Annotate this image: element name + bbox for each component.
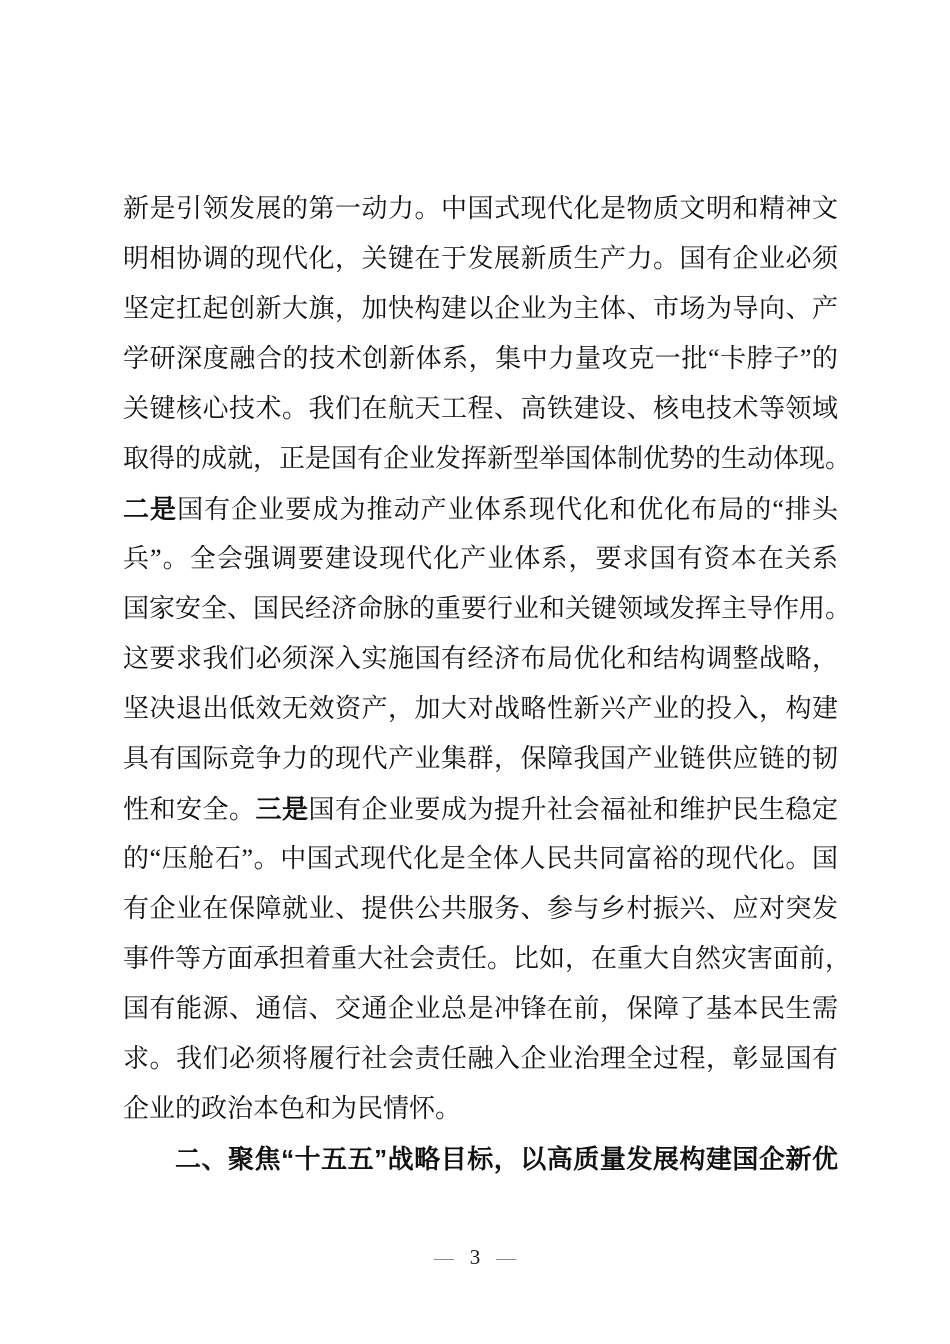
body-line <box>123 184 838 234</box>
text-segment: 事件等方面承担着重大社会责任。比如，在重大自然灾害面前， <box>123 944 852 973</box>
text-segment: 国家安全、国民经济命脉的重要行业和关键领域发挥主导作用。 <box>123 594 852 623</box>
page-number: 3 <box>469 1245 481 1269</box>
text-segment: 性和安全。 <box>123 795 256 824</box>
body-line <box>123 484 838 534</box>
body-line <box>123 634 838 684</box>
bold-emphasis: 二是 <box>123 494 178 524</box>
body-line <box>123 434 852 484</box>
body-line <box>123 334 838 384</box>
text-segment: 学研深度融合的技术创新体系，集中力量攻克一批“卡脖子”的 <box>123 344 838 373</box>
body-line <box>123 234 838 284</box>
body-line <box>123 284 838 334</box>
text-segment: 国有企业要成为提升社会福祉和维护民生稳定 <box>308 795 838 824</box>
text-segment: 企业的政治本色和为民情怀。 <box>123 1094 462 1123</box>
body-line <box>123 684 838 734</box>
text-segment: 取得的成就，正是国有企业发挥新型举国体制优势的生动体现。 <box>123 444 852 473</box>
text-segment: 明相协调的现代化，关键在于发展新质生产力。国有企业必须 <box>123 244 838 273</box>
body-line <box>123 934 852 984</box>
footer-dash-right: — <box>496 1247 517 1269</box>
text-segment: 求。我们必须将履行社会责任融入企业治理全过程，彰显国有 <box>123 1044 838 1073</box>
text-segment: 新是引领发展的第一动力。中国式现代化是物质文明和精神文 <box>123 194 838 223</box>
body-line <box>123 384 838 434</box>
body-line <box>123 1084 838 1134</box>
text-segment: 这要求我们必须深入实施国有经济布局优化和结构调整战略， <box>123 644 838 673</box>
body-line <box>123 984 838 1034</box>
page-footer <box>0 1240 950 1274</box>
footer-dash-left: — <box>433 1247 454 1269</box>
text-segment: 国有能源、通信、交通企业总是冲锋在前，保障了基本民生需 <box>123 994 838 1023</box>
text-segment: 有企业在保障就业、提供公共服务、参与乡村振兴、应对突发 <box>123 894 838 923</box>
document-body <box>123 184 852 1134</box>
text-segment: 的“压舱石”。中国式现代化是全体人民共同富裕的现代化。国 <box>123 844 838 873</box>
text-segment: 国有企业要成为推动产业体系现代化和优化布局的“排头 <box>177 495 838 524</box>
body-line <box>123 534 838 584</box>
text-segment: 具有国际竞争力的现代产业集群，保障我国产业链供应链的韧 <box>123 744 838 773</box>
section-heading: 二、聚焦“十五五”战略目标，以高质量发展构建国企新优 <box>175 1144 838 1174</box>
body-line <box>123 834 838 884</box>
text-segment: 坚决退出低效无效资产，加大对战略性新兴产业的投入，构建 <box>123 694 838 723</box>
body-line <box>123 884 838 934</box>
text-segment: 关键核心技术。我们在航天工程、高铁建设、核电技术等领域 <box>123 394 838 423</box>
body-line <box>123 734 838 784</box>
bold-emphasis: 三是 <box>255 794 309 824</box>
body-line <box>123 1034 838 1084</box>
text-segment: 兵”。全会强调要建设现代化产业体系，要求国有资本在关系 <box>123 544 838 573</box>
body-line <box>123 584 852 634</box>
text-segment: 坚定扛起创新大旗，加快构建以企业为主体、市场为导向、产 <box>123 294 838 323</box>
document-text-block <box>123 184 852 1184</box>
body-line <box>123 784 838 834</box>
